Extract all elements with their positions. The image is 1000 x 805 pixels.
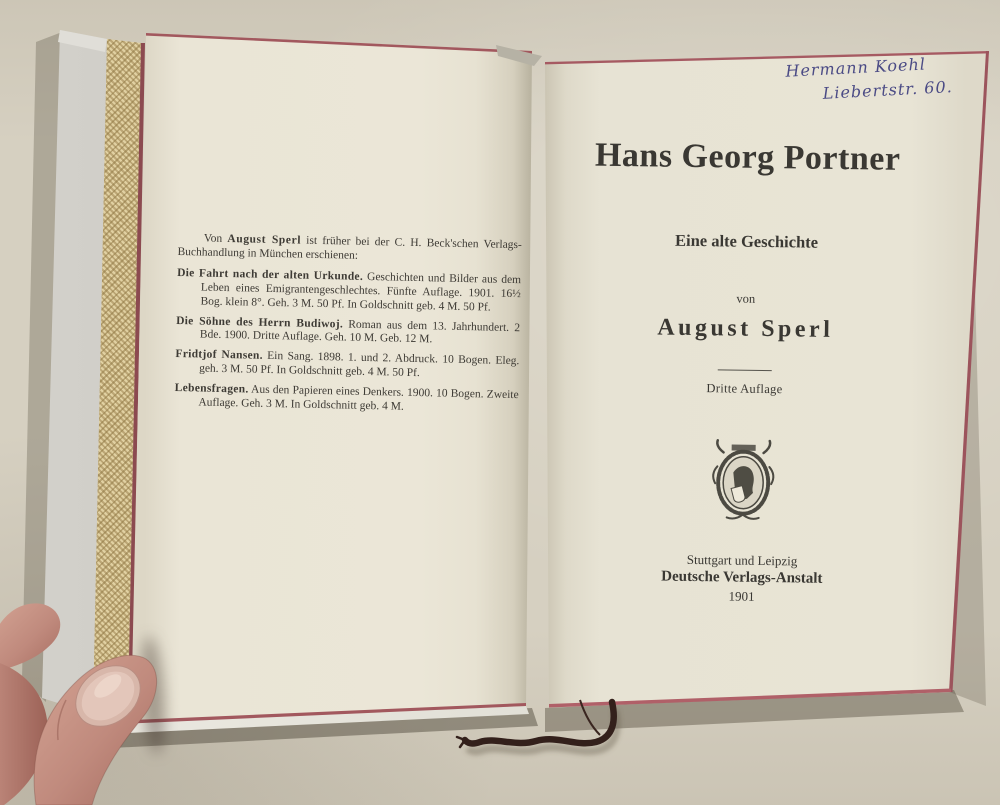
book-details: Aus den Papieren eines Denkers. 1900. 10 Bogen. Zweite Auflage. Geh. 3 M. In Goldschnitt geb. 4 M. [198, 383, 519, 413]
owner-name: Hermann Koehl [784, 54, 927, 81]
publisher-name: Deutsche Verlags-Anstalt [661, 568, 823, 587]
hand-holding-book [0, 548, 196, 805]
owner-address: Liebertstr. 60. [822, 77, 954, 103]
book-listing-item [176, 267, 521, 316]
book-details: Geschichten und Bilder aus dem Leben eines Emigrantengeschlechtes. Fünfte Auflage. 1901. 16½ Bog. klein 8°. Geh. 3 M. 50 Pf. In Goldschnitt geb. 4 M. 50 Pf. [200, 270, 522, 314]
book-details: Roman aus dem 13. Jahrhundert. 2 Bde. 1900. Dritte Auflage. Geh. 10 M. Geb. 12 M. [199, 318, 521, 346]
bookmark-ribbon [430, 685, 650, 775]
publisher-crest-icon [707, 436, 780, 523]
byline-von: von [736, 291, 756, 306]
book-listing-item [176, 315, 521, 350]
edition-note: Dritte Auflage [706, 381, 783, 397]
book-title: Die Fahrt nach der alten Urkunde. [177, 266, 364, 283]
advertisement-text-block [174, 232, 522, 423]
book-listing-item [175, 348, 520, 383]
book-subtitle: Eine alte Geschichte [674, 230, 819, 252]
book-title: Fridtjof Nansen. [175, 348, 263, 363]
separator-rule [718, 369, 772, 371]
book-details: Ein Sang. 1898. 1. und 2. Abdruck. 10 Bogen. Eleg. geh. 3 M. 50 Pf. In Goldschnitt geb. 4 M. 50 Pf. [199, 350, 520, 380]
book-main-title: Hans Georg Portner [594, 136, 901, 178]
advertisement-intro [177, 232, 522, 267]
book-listing-item [174, 382, 519, 417]
author-name: August Sperl [657, 314, 834, 343]
book-title: Lebensfragen. [174, 382, 249, 396]
title-page-text-block [546, 136, 942, 607]
intro-post: ist früher bei der C. H. Beck'schen Verlags-Buchhandlung in München erschienen: [177, 234, 522, 262]
publication-year: 1901 [728, 588, 755, 604]
intro-pre: Von [203, 232, 228, 246]
intro-author-name: August Sperl [227, 233, 302, 247]
index-fingertip [0, 603, 60, 672]
book-title: Die Söhne des Herrn Budiwoj. [176, 314, 344, 331]
publisher-crest-ornament [548, 434, 939, 525]
publisher-place: Stuttgart und Leipzig [686, 551, 798, 569]
